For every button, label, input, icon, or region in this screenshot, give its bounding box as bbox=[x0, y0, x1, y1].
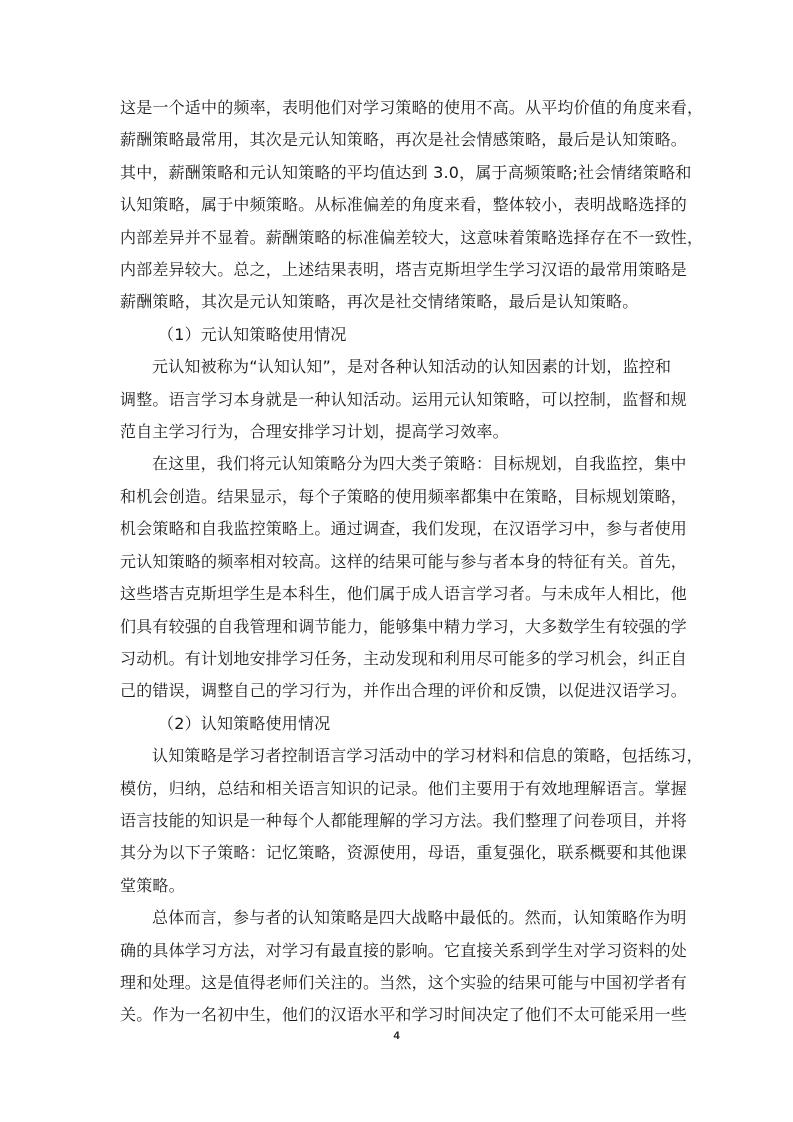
text-line: 堂策略。 bbox=[120, 875, 185, 895]
page-number: 4 bbox=[393, 1030, 400, 1042]
text-line: 总体而言，参与者的认知策略是四大战略中最低的。然而，认知策略作为明 bbox=[152, 908, 687, 928]
text-line: 范自主学习行为，合理安排学习计划，提高学习效率。 bbox=[120, 422, 509, 442]
section-heading-cognitive: （2）认知策略使用情况 bbox=[158, 713, 331, 733]
text-line: 在这里，我们将元认知策略分为四大类子策略：目标规划，自我监控，集中 bbox=[152, 454, 687, 474]
text-line: 这是一个适中的频率，表明他们对学习策略的使用不高。从平均价值的角度来看， bbox=[120, 98, 704, 117]
text-line: 元认知策略的频率相对较高。这样的结果可能与参与者本身的特征有关。首先， bbox=[120, 551, 688, 571]
section-heading-metacognitive: （1）元认知策略使用情况 bbox=[158, 324, 347, 344]
text-line: 关。作为一名初中生，他们的汉语水平和学习时间决定了他们不太可能采用一些 bbox=[120, 1005, 688, 1025]
text-line: 语言技能的知识是一种每个人都能理解的学习方法。我们整理了问卷项目，并将 bbox=[120, 810, 688, 830]
text-line: 元认知被称为“认知认知”，是对各种认知活动的认知因素的计划，监控和 bbox=[152, 357, 672, 377]
text-line: 认知策略，属于中频策略。从标准偏差的角度来看，整体较小，表明战略选择的 bbox=[120, 195, 688, 215]
text-line: 认知策略是学习者控制语言学习活动中的学习材料和信息的策略，包括练习， bbox=[152, 746, 703, 766]
text-line: 这些塔吉克斯坦学生是本科生，他们属于成人语言学习者。与未成年人相比，他 bbox=[120, 584, 688, 604]
text-line: 薪酬策略最常用，其次是元认知策略，再次是社会情感策略，最后是认知策略。 bbox=[120, 130, 688, 150]
text-line: 己的错误，调整自己的学习行为，并作出合理的评价和反馈，以促进汉语学习。 bbox=[120, 681, 688, 701]
text-line: 其中，薪酬策略和元认知策略的平均值达到 3.0，属于高频策略;社会情绪策略和 bbox=[120, 162, 692, 182]
text-line: 习动机。有计划地安排学习任务，主动发现和利用尽可能多的学习机会，纠正自 bbox=[120, 648, 688, 668]
text-line: 理和处理。这是值得老师们关注的。当然，这个实验的结果可能与中国初学者有 bbox=[120, 972, 688, 992]
text-line: 们具有较强的自我管理和调节能力，能够集中精力学习，大多数学生有较强的学 bbox=[120, 616, 688, 636]
text-line: 和机会创造。结果显示，每个子策略的使用频率都集中在策略，目标规划策略， bbox=[120, 486, 688, 506]
document-body bbox=[120, 92, 704, 1032]
text-line: 薪酬策略，其次是元认知策略，再次是社交情绪策略，最后是认知策略。 bbox=[120, 292, 639, 312]
text-line: 其分为以下子策略：记忆策略，资源使用，母语，重复强化，联系概要和其他课 bbox=[120, 843, 688, 863]
text-line: 内部差异较大。总之，上述结果表明，塔吉克斯坦学生学习汉语的最常用策略是 bbox=[120, 260, 688, 280]
text-line: 确的具体学习方法，对学习有最直接的影响。它直接关系到学生对学习资料的处 bbox=[120, 940, 688, 960]
text-line: 调整。语言学习本身就是一种认知活动。运用元认知策略，可以控制，监督和规 bbox=[120, 389, 688, 409]
text-line: 内部差异并不显着。薪酬策略的标准偏差较大，这意味着策略选择存在不一致性， bbox=[120, 227, 704, 247]
text-line: 机会策略和自我监控策略上。通过调查，我们发现，在汉语学习中，参与者使用 bbox=[120, 519, 688, 539]
text-line: 模仿，归纳，总结和相关语言知识的记录。他们主要用于有效地理解语言。掌握 bbox=[120, 778, 688, 798]
